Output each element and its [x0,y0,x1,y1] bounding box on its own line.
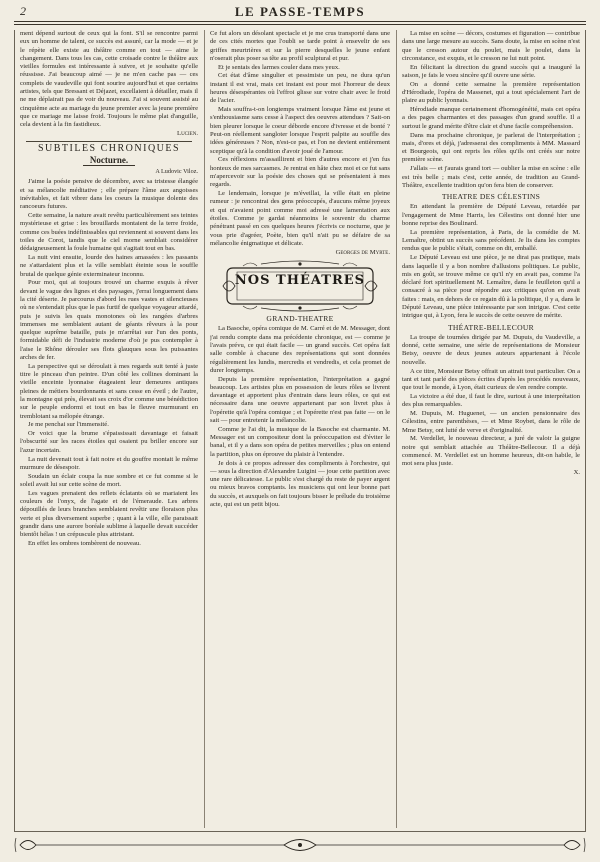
column-1 [20,30,198,828]
article-paragraph: Cette semaine, la nature avait revêtu particulièrement ses teintes mystérieuse et grise : les brouillards montaient de la terre froide, comme ces buées indéfinissables qui reviennent si souvent dans les toiles de Corot, tandis que le ciel morne semblait considérer dédaigneusement la foule humaine qui s'agitait tout en bas. [20,211,198,253]
ornament-rule [26,141,192,142]
article-paragraph: La première représentation, à Paris, de la comédie de M. Lemaître, obtint un succès sans précédent. Je lis dans les comptes rendus que le public s'était, comme on dit, emballé. [402,228,580,253]
article-paragraph: En effet les ombres tombèrent de nouveau. [28,540,141,548]
article-paragraph: Le lendemain, lorsque je m'éveillai, la ville était en pleine rumeur : je rencontrai des gens préoccupés, d'aucuns même joyeux et qui n'avaient point comme moi adressé une lamentation aux étoiles. Comme je gardai néanmoins le souvenir du charme pénétrant passé en ces quelques heures j'écrivis ce nocturne, que je vous prie d'agréer, Poète, bien qu'il n'ait pu se défaire de sa mélancolie énigmatique et délicate. [210,190,390,247]
article-paragraph: Les vagues prenaient des reflets éclatants où se mariaient les couleurs de l'onyx, de l'agate et de l'émeraude. Les arbres dépouillés de leurs branches semblaient revêtir une floraison plus verte et plus diversement superbe ; quant à la ville, elle paraissait grandir dans une aurore boréale sublime à laquelle devait succéder bientôt hélas ! un crépuscule plus attristant. [20,489,198,539]
article-paragraph: Je dois à ce propos adresser des compliments à l'orchestre, qui — sous la direction d'Alexandre Luigini — joue cette partition avec une rare délicatesse. Le public s'est chargé du reste de payer argent ou mieux bravos comptants. les musiciens qui ont leur bonne part du succès, et auxquels on fait toujours bisser le prélude du troisième acte, qui est un petit bijou. [210,459,390,509]
title-underline [83,165,135,166]
article-paragraph: Le Député Leveau est une pièce, je ne dirai pas pratique, mais dans laquelle il y a bon nombre d'allusions politiques. Le public, mis en goût, se trouve même ce qu'il n'y en avait pas, comme l'a déclaré fort spirituellement M. Lemaître, dans le feuilleton qu'il a consacré à sa pièce pour répondre aux critiques qu'on en avait faites : mais, en dehors de ce regain dû à la politique, il y a, dans le Député Leveau, une pièce intéressante par son intrigue. C'est cette intrigue qui, à Lyon, fera le succès de cette oeuvre de mérite. [402,254,580,320]
article-paragraph: Et je sentais des larmes couler dans mes yeux. [218,63,340,71]
dedication: A Ludovic Viloz. [155,167,198,175]
theatre-heading: THEATRE DES CÉLESTINS [441,192,541,202]
article-paragraph: J'allais — et j'aurais grand tort — oublier la mise en scène : elle est très belle ; mais c'est, cette année, de tradition au Grand-Théâtre, excellente tradition qu'on fera bien de conserver. [402,165,580,189]
page-number: 2 [20,4,26,18]
article-paragraph: La troupe de tournées dirigée par M. Dupuis, du Vaudeville, a donné, cette semaine, une série de représentations de Monsieur Betsy, oeuvre de deux jeunes auteurs appartenant à l'école nouvelle. [402,333,580,366]
article-paragraph: Ces réflexions m'assaillirent et bien d'autres encore et j'en fus honteux de mes sarcasmes. Je rentrai en hâte chez moi et ce fut sans m'apercevoir sur la poésie des choses qui se présentaient à mes regards. [210,156,390,189]
theatre-heading: THÉATRE-BELLECOUR [447,322,535,332]
theatre-heading: GRAND-THEATRE [266,314,334,324]
article-paragraph: A ce titre, Monsieur Betsy offrait un attrait tout particulier. On a tant et tant parlé des pièces écrites d'après les procédés nouveaux, que tout le monde, à Lyon, était curieux de s'en rendre compte. [402,367,580,392]
section-banner [221,260,379,312]
column-2 [210,30,390,828]
article-paragraph: Or voici que la brume s'épaississait davantage et faisait l'obscurité sur les races étoiles qui osaient pu briller encore sur l'azur incertain. [20,430,198,454]
article-paragraph: Soudain un éclair coupa la nue sombre et ce fut comme si le soleil avait lui sur cette scène de mort. [20,472,198,488]
article-paragraph: Hérodiade manque certainement d'homogénéité, mais cet opéra a des pages charmantes et des passages d'un grand souffle. Il a surtout le grand mérite d'être clair et d'une facile compréhension. [402,106,580,130]
frame-left [14,30,15,832]
frame-bottom [14,831,586,832]
column-3 [402,30,580,828]
header-rule-thin [14,24,586,25]
signature: Georges de Myrte. [335,248,390,256]
article-paragraph: Cet état d'âme singulier et pessimiste un peu, ne dura qu'un instant il est vrai, mais cet instant est pour moi l'horreur de deux heures désespérantes où l'effroi glisse sur votre chair avec le froid de l'acier. [210,72,390,105]
poem-title: Nocturne. [89,154,129,165]
article-paragraph: On a donné cette semaine la première représentation d'Hérodiade, l'opéra de Massenet, qui a tout spécialement l'art de plaire au public lyonnais. [402,80,580,105]
frame-right [585,30,586,832]
article-paragraph: Depuis la première représentation, l'interprétation a gagné beaucoup. Les artistes plus en possession de leurs rôles se livrent davantage et apportent plus d'entrain dans leurs rôles, ce qui est nécessaire dans une oeuvre appartenant par son livret plus à l'opérette qu'à l'opéra comique ; et l'opérette n'est pas faite — on le sait — pour entretenir la mélancolie. [210,375,390,425]
article-paragraph: La Basoche, opéra comique de M. Carré et de M. Messager, dont j'ai rendu compte dans ma précédente chronique, est — comme je l'avais prévu, ce qui était facile — un grand succès. Cet opéra fait salle comble à chacune des représentations qui sont données régulièrement les lundis, mercredis et vendredis, et cela promet de durer longtemps. [210,325,390,374]
article-paragraph: La victoire a été due, il faut le dire, surtout à une interprétation des plus remarquables. [402,392,580,409]
masthead-title: LE PASSE-TEMPS [234,4,366,19]
article-paragraph: En attendant la première de Député Leveau, retardée par l'engagement de Mme Harris, les Célestins ont donné hier une bonne reprise des Boulinard. [402,203,580,228]
signature: X. [573,469,580,477]
column-divider [396,30,397,828]
article-paragraph: En félicitant la direction du grand succès qui a inauguré la saison, je fais le voeu sincère qu'il ouvre une série. [402,63,580,79]
article-paragraph: Comme je l'ai dit, la musique de la Basoche est charmante. M. Messager est un compositeur dont la préoccupation est d'éviter le banal, et il y a dans son opéra de petites merveilles ; plus on entend la partition, plus on éprouve du plaisir à l'entendre. [210,425,390,458]
article-paragraph: La mise en scène — décors, costumes et figuration — contribue dans une large mesure au succès. Sans doute, la mise en scène n'est que le cresson autour du poulet, mais le poulet, dans la circonstance, est exquis, et le cresson ne lui nuit point. [402,30,580,62]
article-paragraph: La nuit devenait tout à fait noire et du gouffre montait le même murmure de désespoir. [20,455,198,471]
article-paragraph: La perspective qui se déroulait à mes regards suit tenté à juste titre le pinceau d'un peintre. D'un côté les collines dominant la vieille enceinte lyonnaise étageaient leur demeures antiques pleines de métiers bourdonnants et sans cesse en éveil ; de l'autre, la montagne qui près, élevait ses croix d'or comme une bénédiction sur le peuple endormi et tout en bas le fleuve murmurant en tremblotant sa mélopée étrange. [20,362,198,420]
section-title: SUBTILES CHRONIQUES [37,143,181,155]
article-paragraph: Pour moi, qui ai toujours trouvé un charme exquis à rêver devant le vague des lignes et des paysages, j'errai longuement dans la cité déserte. Je parcourus d'abord les rues vastes et silencieuses où ne s'entendait plus que le pas furtif de quelque voyageur attardé, puis je suivis les quais monotones où les rangées d'arbres immenses me semblaient autant de géants rêveurs à la pour quelque suprême bataille, puis je m'arrêtai sur l'un des ponts, formidable défi de l'industrie moderne d'où je pus contempler à l'aise le Rhône dérouler ses flots glauques sous les puissantes arches de fer. [20,279,198,361]
signature: Lucien. [177,130,198,138]
column-divider [204,30,205,828]
header-rule [14,21,586,22]
page-header [14,4,586,20]
article-paragraph: M. Verdellet, le nouveau directeur, a juré de valoir la guigne noire qui semblait attachée au Théâtre-Bellecour. Il a déjà commencé. M. Verdellet est un homme heureux, dit-on habile, le mot sera plus juste. [402,435,580,468]
article-paragraph: Ce fut alors un désolant spectacle et je me crus transporté dans une de ces cités mortes que l'oubli se tarde point à ensevelir de ses griffes meurtrières et sur la pierre desquelles le jeune enfant n'oserait plus poser sa tête au profil sculptural et pur. [210,30,390,62]
article-paragraph: ment dépend surtout de ceux qui la font. S'il se rencontre parmi eux un homme de talent, ce succès est assuré, car la mode — et je le répète elle existe au théâtre comme en tout — aime le changement. Dans tous les cas, cette croisade contre le théâtre aux vieilles formules est intéressante à suivre, et je souhaite qu'elle réussisse. J'ai beaucoup aimé — je ne m'en cache pas — ces complets de vaudeville qui font sourire aujourd'hui et que certains artistes, tels que Bressant et Déjazet, excellaient à détailler, mais il ne me déplairait pas de voir du nouveau. J'ai si souvent assisté au cinquième acte au mariage du jeune premier avec la jeune première que ce mariage me laisse froid. Toujours le même plat d'anguille, cela devient à la fin fastidieux. [20,30,198,129]
article-paragraph: Mais souffra-t-on longtemps vraiment lorsque l'âme est jeune et s'enthousiasme sans cesse à l'aspect des oeuvres attendues ? Sait-on bien pleurer lorsque le coeur déborde encore d'ivresse et de bonté ? Peut-on réellement sangloter lorsque l'esprit palpite au souffle des idées généreuses ? Non, n'est-ce pas, et l'on ne devient entièrement sceptique qu'à la condition d'avoir joué de l'amour. [210,106,390,155]
footer-ornament [14,834,586,856]
article-paragraph: Dans ma prochaine chronique, je parlerai de l'interprétation ; mais, d'ores et déjà, j'adresserai des compliments à MM. Massard et Bourgeois, qui ont repris les rôles qu'ils ont créés sur notre première scène. [402,131,580,164]
article-paragraph: La nuit vint ensuite, lourde des haines amassées : les passants ne s'attardaient plus et la ville semblait éteinte sous le souffle brutal de quelque génie exterminateur inconnu. [20,253,198,278]
article-paragraph: J'aime la poésie pensive de décembre, avec sa tristesse élangée et sa mélancolie méditative ; elle prépare l'âme aux angoisses inévitables, et fait vibrer dans les coeurs la musique dolente des rancoeurs futures. [20,178,198,211]
footer-scroll-ornament [14,834,586,856]
banner-title: NOS THÉATRES [234,273,366,289]
article-paragraph: Je me penchai sur l'immensité. [28,421,109,429]
article-paragraph: M. Dupuis, M. Huguenet, — un ancien pensionnaire des Célestins, entre parenthèses, — et Mme Roybet, dans le rôle de Mme Betsy, ont lutté de verve et d'originalité. [402,410,580,434]
